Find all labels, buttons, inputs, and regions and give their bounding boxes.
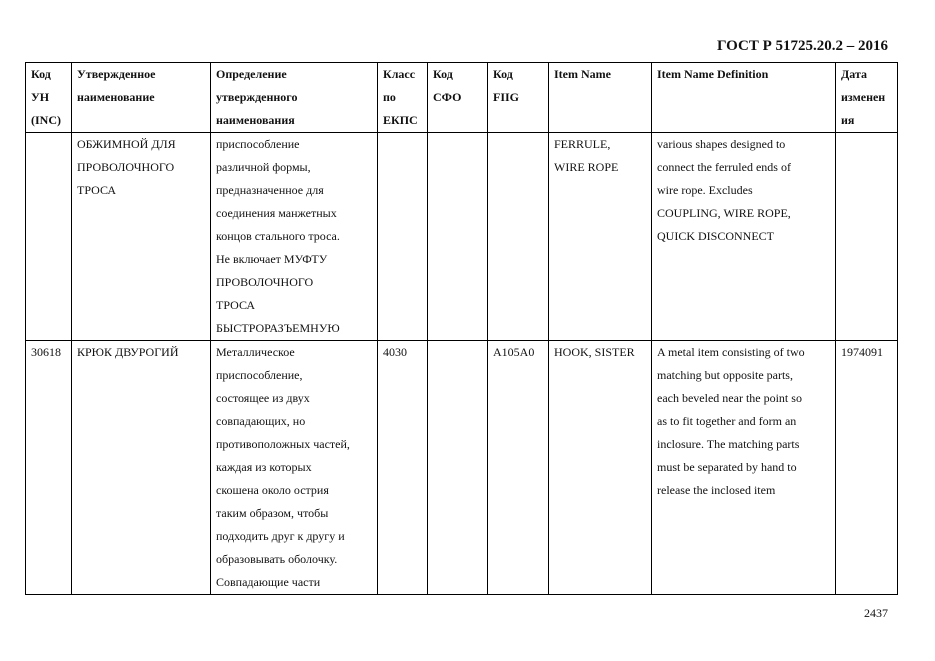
header-definition <box>211 63 378 133</box>
cell-text: БЫСТРОРАЗЪЕМНУЮ <box>216 321 340 335</box>
cell-fiig-code: A105A0 <box>488 341 549 595</box>
header-text: утвержденного <box>216 90 298 104</box>
cell-text: соединения манжетных <box>216 206 337 220</box>
cell-text: various shapes designed to <box>657 137 786 151</box>
cell-text: Металлическое <box>216 345 295 359</box>
cell-change-date: 1974091 <box>836 341 898 595</box>
header-sfo-code <box>428 63 488 133</box>
cell-text: each beveled near the point so <box>657 391 802 405</box>
cell-text: ПРОВОЛОЧНОГО <box>216 275 314 289</box>
cell-text: WIRE ROPE <box>554 160 619 174</box>
cell-text: must be separated by hand to <box>657 460 797 474</box>
page-number: 2437 <box>864 606 888 620</box>
cell-text: wire rope. Excludes <box>657 183 753 197</box>
cell-definition <box>211 341 378 595</box>
header-text: Утвержденное <box>77 67 156 81</box>
cell-text: каждая из которых <box>216 460 312 474</box>
cell-text: ТРОСА <box>216 298 256 312</box>
header-text: УН <box>31 90 50 104</box>
cell-approved-name <box>72 133 211 341</box>
cell-text: приспособление <box>216 137 300 151</box>
cell-text: as to fit together and form an <box>657 414 797 428</box>
cell-text: FERRULE, <box>554 137 611 151</box>
header-text: наименования <box>216 113 295 127</box>
cell-ekps-class: 4030 <box>378 341 428 595</box>
cell-text: приспособление, <box>216 368 303 382</box>
cell-text: различной формы, <box>216 160 311 174</box>
table-header-row <box>26 63 898 133</box>
cell-text: образовывать оболочку. <box>216 552 338 566</box>
cell-item-name <box>549 341 652 595</box>
cell-text: ТРОСА <box>77 183 117 197</box>
header-item-name <box>549 63 652 133</box>
cell-text: ОБЖИМНОЙ ДЛЯ <box>77 137 176 151</box>
header-fiig-code <box>488 63 549 133</box>
table-row <box>26 341 898 595</box>
cell-text: совпадающих, но <box>216 414 306 428</box>
cell-text: подходить друг к другу и <box>216 529 345 543</box>
cell-text: inclosure. The matching parts <box>657 437 800 451</box>
cell-text: connect the ferruled ends of <box>657 160 791 174</box>
cell-text: предназначенное для <box>216 183 324 197</box>
table-row <box>26 133 898 341</box>
cell-text: COUPLING, WIRE ROPE, <box>657 206 791 220</box>
header-text: Код <box>493 67 513 81</box>
cell-item-name-definition <box>652 133 836 341</box>
header-item-name-definition <box>652 63 836 133</box>
cell-inc: 30618 <box>26 341 72 595</box>
header-text: (INC) <box>31 113 61 127</box>
cell-text: КРЮК ДВУРОГИЙ <box>77 345 179 359</box>
cell-sfo-code <box>428 341 488 595</box>
cell-inc <box>26 133 72 341</box>
cell-text: таким образом, чтобы <box>216 506 329 520</box>
header-text: Код <box>433 67 453 81</box>
header-approved-name <box>72 63 211 133</box>
header-inc <box>26 63 72 133</box>
cell-text: скошена около острия <box>216 483 329 497</box>
header-text: Определение <box>216 67 287 81</box>
header-text: ЕКПС <box>383 113 418 127</box>
cell-approved-name <box>72 341 211 595</box>
header-text: Item Name Definition <box>657 67 769 81</box>
header-text: по <box>383 90 396 104</box>
header-text: Item Name <box>554 67 611 81</box>
cell-text: HOOK, SISTER <box>554 345 635 359</box>
header-text: Код <box>31 67 51 81</box>
header-text: Дата <box>841 67 867 81</box>
document-standard-title: ГОСТ Р 51725.20.2 – 2016 <box>716 38 888 54</box>
header-text: ия <box>841 113 855 127</box>
cell-text: состоящее из двух <box>216 391 310 405</box>
cell-text: противоположных частей, <box>216 437 350 451</box>
cell-text: release the inclosed item <box>657 483 776 497</box>
cell-item-name-definition <box>652 341 836 595</box>
cell-item-name <box>549 133 652 341</box>
header-text: FIIG <box>493 90 520 104</box>
cell-text: концов стального троса. <box>216 229 340 243</box>
cell-text: matching but opposite parts, <box>657 368 793 382</box>
cell-ekps-class <box>378 133 428 341</box>
cell-text: Совпадающие части <box>216 575 321 589</box>
cell-definition <box>211 133 378 341</box>
header-text: СФО <box>433 90 462 104</box>
header-text: изменен <box>841 90 886 104</box>
cell-change-date <box>836 133 898 341</box>
cell-text: ПРОВОЛОЧНОГО <box>77 160 175 174</box>
header-text: Класс <box>383 67 416 81</box>
cell-fiig-code <box>488 133 549 341</box>
header-text: наименование <box>77 90 155 104</box>
header-ekps-class <box>378 63 428 133</box>
cell-text: A metal item consisting of two <box>657 345 805 359</box>
catalog-table <box>25 62 898 595</box>
cell-text: QUICK DISCONNECT <box>657 229 774 243</box>
cell-sfo-code <box>428 133 488 341</box>
cell-text: Не включает МУФТУ <box>216 252 328 266</box>
header-change-date <box>836 63 898 133</box>
